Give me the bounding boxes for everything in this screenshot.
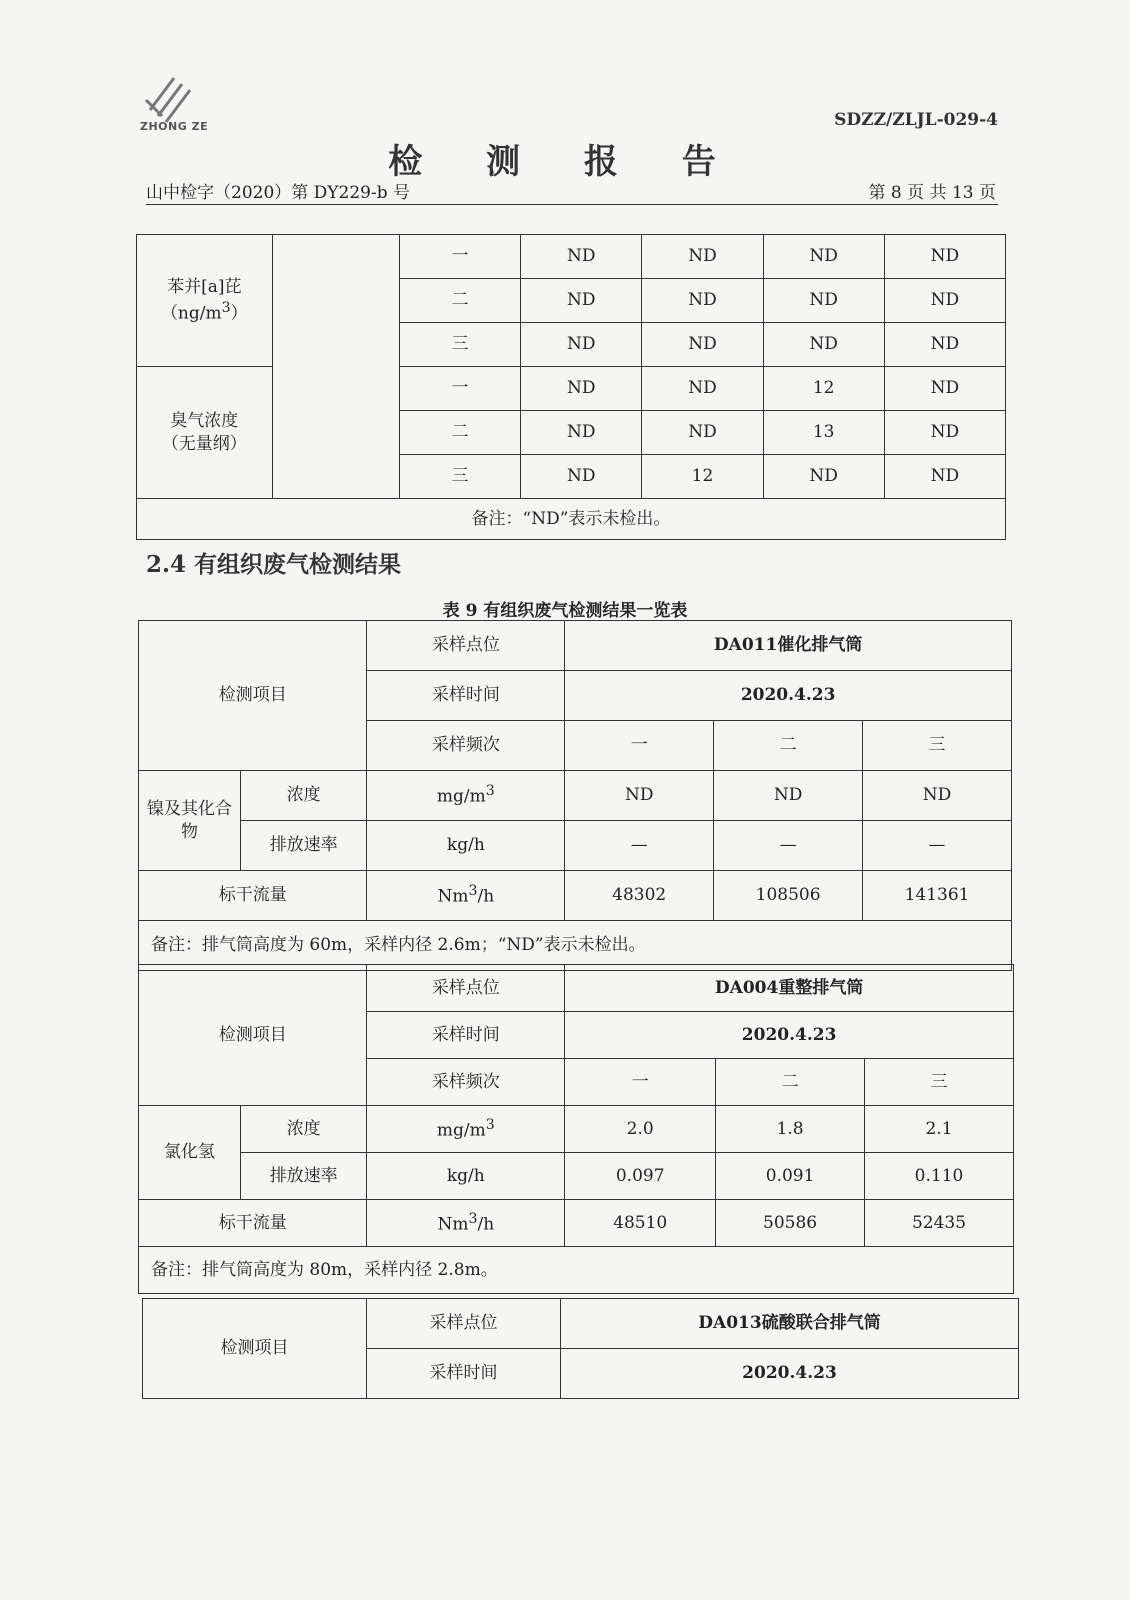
table-row: 排放速率 kg/h — — — <box>139 821 1012 871</box>
section-heading: 2.4 有组织废气检测结果 <box>146 551 402 578</box>
sampling-point-value: DA004重整排气筒 <box>565 965 1014 1012</box>
pollutant-cell: 苯并[a]芘 $(ng/m^3)$ <box>137 235 273 367</box>
page-title: 检 测 报 告 <box>388 142 742 182</box>
table-row: 采样时间 2020.4.23 <box>143 1349 1019 1399</box>
table-note-row <box>139 921 1012 971</box>
sampling-point-value: DA011催化排气筒 <box>565 621 1012 671</box>
table-row: 采样时间 2020.4.23 <box>139 1012 1014 1059</box>
table-row: 采样时间 2020.4.23 <box>139 671 1012 721</box>
sampling-date-value: 2020.4.23 <box>565 1012 1014 1059</box>
sampling-date-value: 2020.4.23 <box>565 671 1012 721</box>
pollutant-cell: 氯化氢 <box>139 1106 241 1200</box>
table-row: 臭气浓度 （无量纲） 一 ND ND 12 ND <box>137 367 1006 411</box>
sampling-point-value: DA013硫酸联合排气筒 <box>561 1299 1019 1349</box>
pollutant-cell: 臭气浓度 （无量纲） <box>137 367 273 499</box>
table-row: 氯化氢 浓度 $mg/m^3$ 2.0 1.8 2.1 <box>139 1106 1014 1153</box>
table-row: 苯并[a]芘 $(ng/m^3)$ 一 ND ND ND ND <box>137 235 1006 279</box>
blank-cell <box>272 235 399 499</box>
table-row: 二 ND ND ND ND <box>137 279 1006 323</box>
table-note-row <box>137 499 1006 540</box>
page-number: 第 8 页 共 13 页 <box>868 183 996 203</box>
table-continuation <box>136 234 1006 540</box>
table-row: 排放速率 kg/h 0.097 0.091 0.110 <box>139 1153 1014 1200</box>
table-row: 二 ND ND 13 ND <box>137 411 1006 455</box>
table-row: 标干流量 Nm$^3$/h 48302 108506 141361 <box>139 871 1012 921</box>
table-note: 备注：排气筒高度为 60m，采样内径 2.6m；“ND”表示未检出。 <box>139 921 1012 971</box>
table-row: 检测项目 采样点位 DA004重整排气筒 <box>139 965 1014 1012</box>
table-note: 备注：“ND”表示未检出。 <box>137 499 1006 540</box>
table-da004 <box>138 964 1014 1294</box>
table-note-row <box>139 1247 1014 1294</box>
table-row: 三 ND 12 ND ND <box>137 455 1006 499</box>
table-row: 镍及其化合物 浓度 $mg/m^3$ ND ND ND <box>139 771 1012 821</box>
logo-text: ZHONG ZE <box>140 120 209 133</box>
table-row: 采样频次 一 二 三 <box>139 721 1012 771</box>
table-caption: 表 9 有组织废气检测结果一览表 <box>442 601 688 621</box>
table-da013 <box>142 1298 1019 1399</box>
table-row: 三 ND ND ND ND <box>137 323 1006 367</box>
table-row: 检测项目 采样点位 DA013硫酸联合排气筒 <box>143 1299 1019 1349</box>
table-da011 <box>138 620 1012 971</box>
document-code: SDZZ/ZLJL-029-4 <box>834 110 998 130</box>
pollutant-cell: 镍及其化合物 <box>139 771 241 871</box>
table-row: 标干流量 Nm$^3$/h 48510 50586 52435 <box>139 1200 1014 1247</box>
sampling-date-value: 2020.4.23 <box>561 1349 1019 1399</box>
table-row: 检测项目 采样点位 DA011催化排气筒 <box>139 621 1012 671</box>
table-note: 备注：排气筒高度为 80m，采样内径 2.8m。 <box>139 1247 1014 1294</box>
report-number: 山中检字（2020）第 DY229-b 号 <box>146 183 410 203</box>
table-row: 采样频次 一 二 三 <box>139 1059 1014 1106</box>
report-meta-line <box>146 178 998 205</box>
